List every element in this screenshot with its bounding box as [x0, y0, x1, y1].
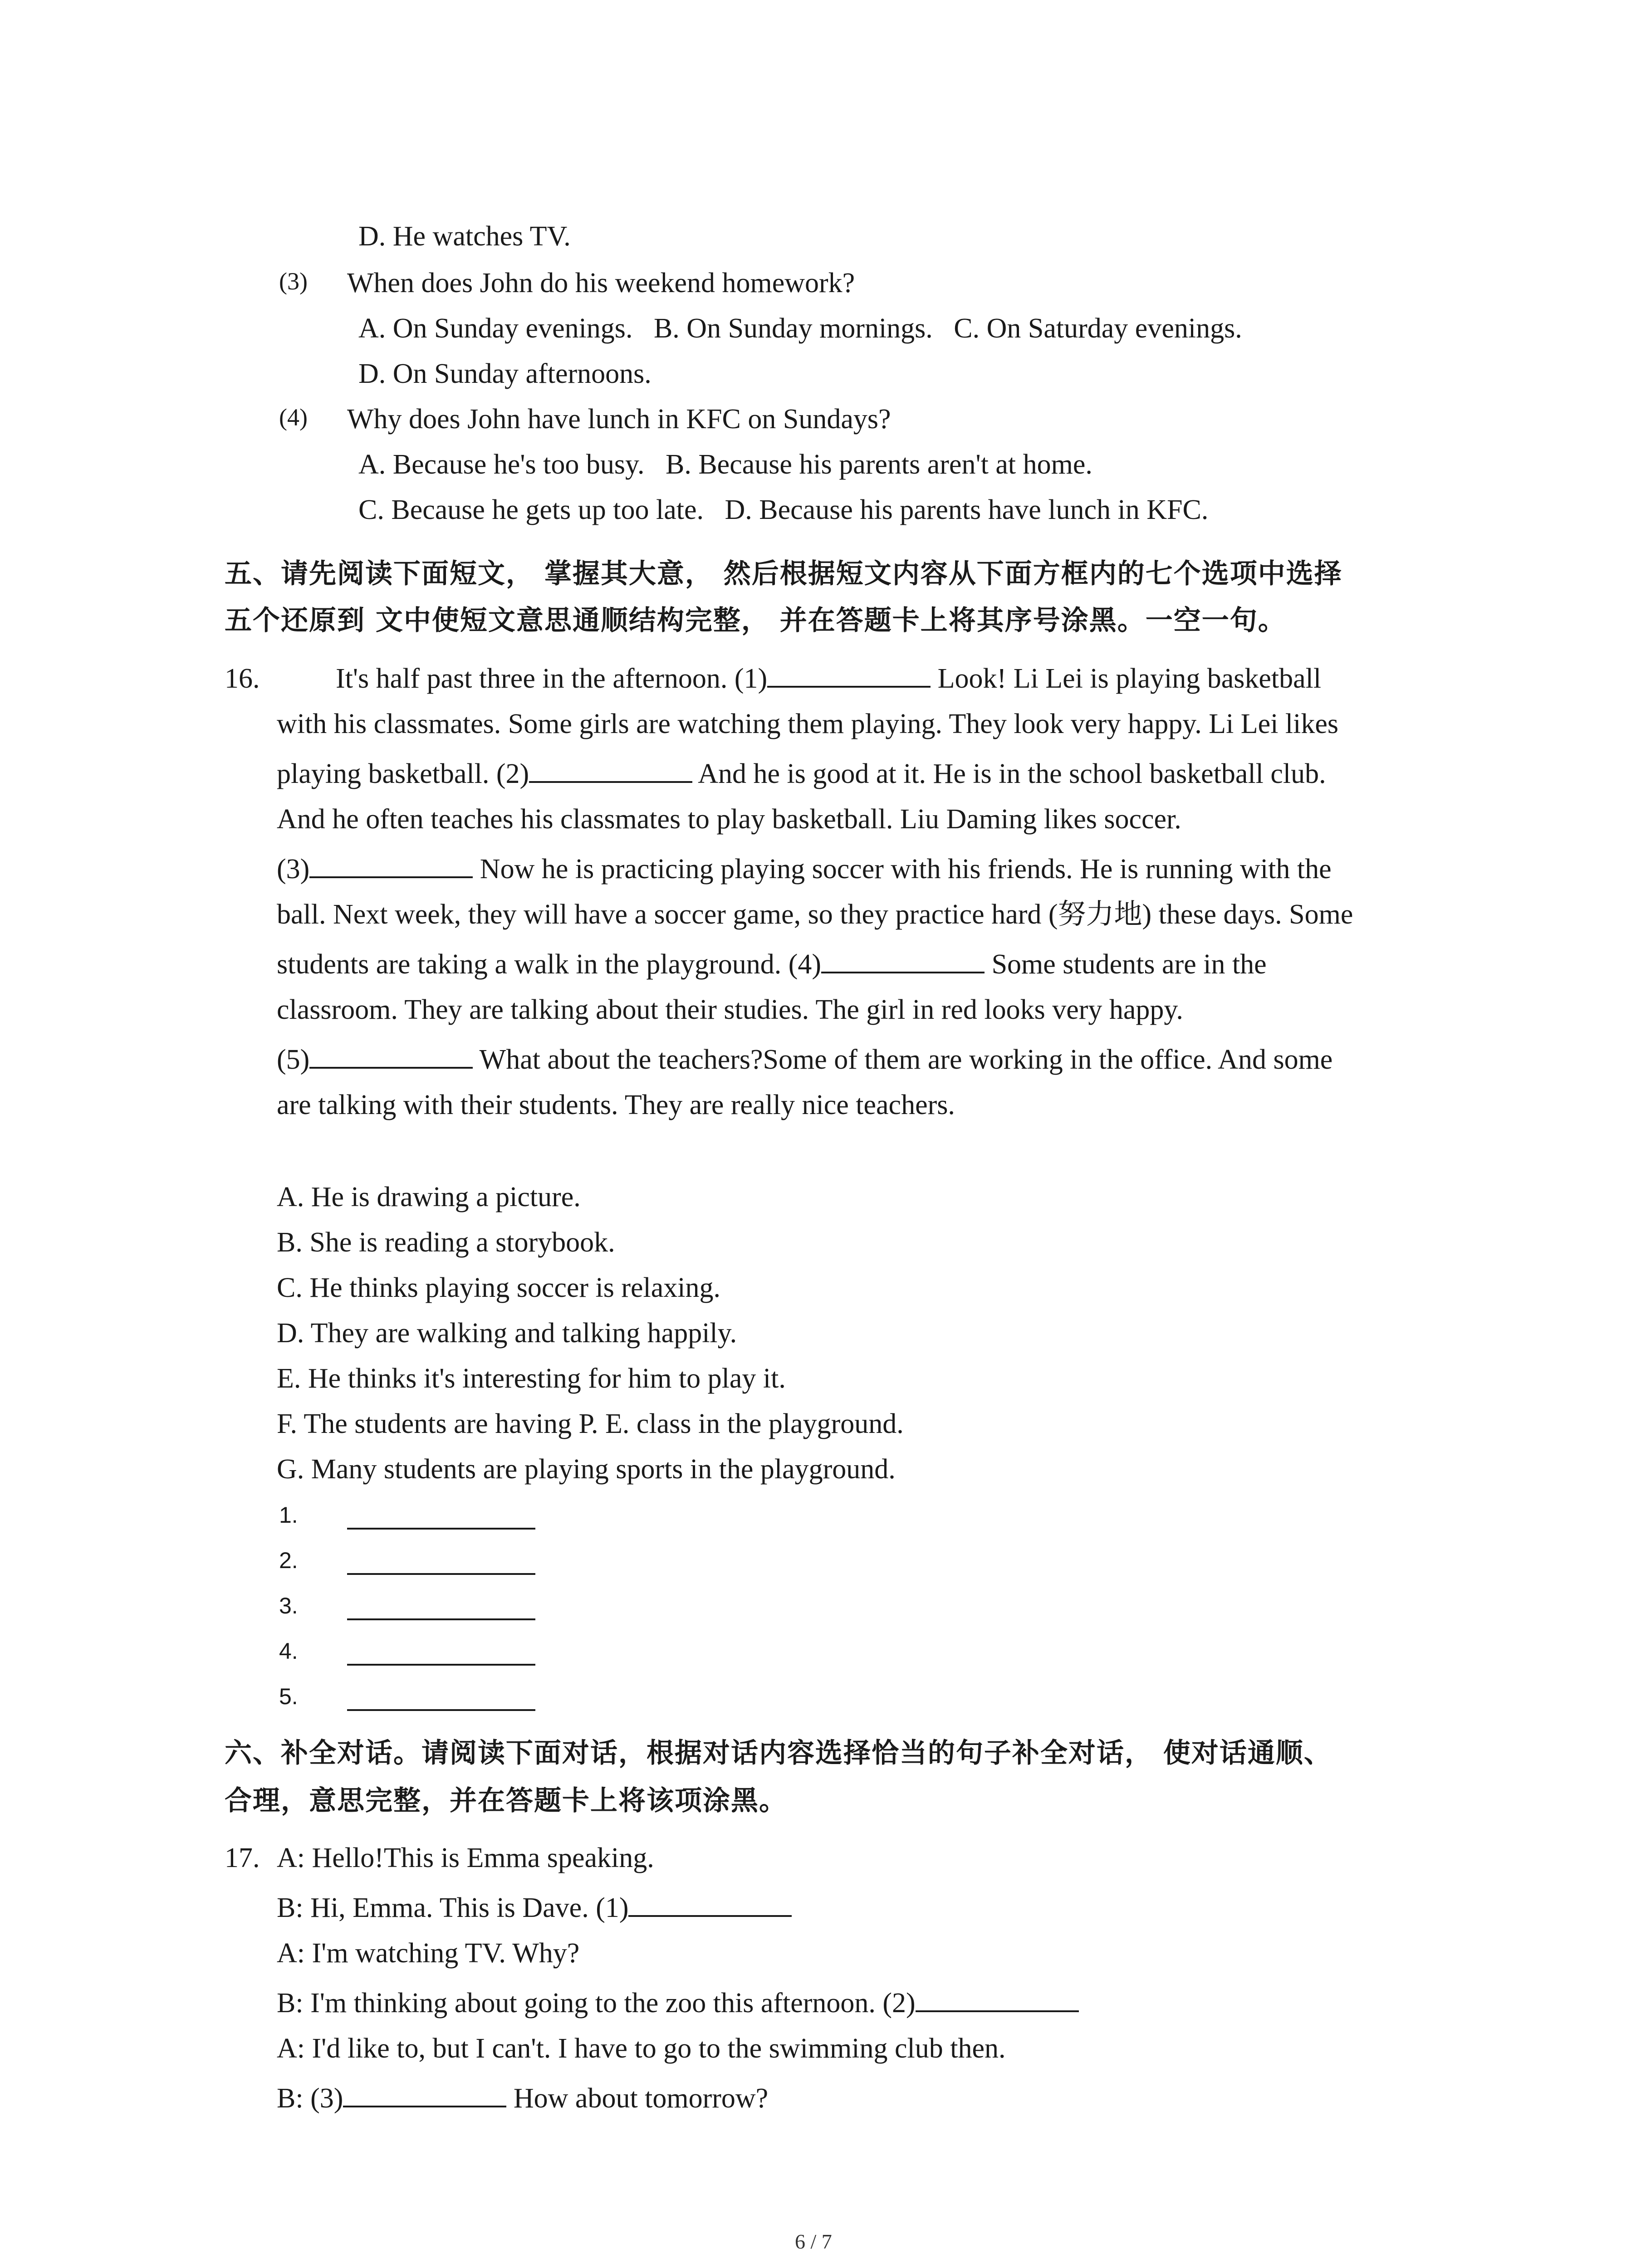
q15-3-stem: When does John do his weekend homework? — [347, 268, 855, 298]
passage-line-5: (3) Now he is practicing playing soccer with his friends. He is running with the — [277, 854, 1332, 885]
blank-2[interactable] — [529, 781, 692, 783]
dialogue-line-5: A: I'd like to, but I can't. I have to go to the swimming club then. — [277, 2033, 1006, 2064]
answer-line-3[interactable] — [347, 1618, 535, 1620]
section6-heading-line2: 合理，意思完整，并在答题卡上将该项涂黑。 — [225, 1785, 787, 1817]
option-a: A. He is drawing a picture. — [277, 1182, 581, 1212]
passage-line-7: students are taking a walk in the playground. (4) Some students are in the — [277, 949, 1267, 980]
dialogue-line-4: B: I'm thinking about going to the zoo this afternoon. (2) — [277, 1989, 1079, 2017]
q16-number: 16. — [225, 663, 260, 694]
dialogue-line-1: A: Hello!This is Emma speaking. — [277, 1843, 654, 1873]
answer-number-3: 3. — [279, 1593, 298, 1618]
blank-5[interactable] — [309, 1067, 473, 1069]
page-number: 6 / 7 — [795, 2230, 832, 2253]
q15-4-options-line2: C. Because he gets up too late. D. Because his parents have lunch in KFC. — [358, 494, 1209, 525]
q15-3-options-line1: A. On Sunday evenings. B. On Sunday mornings. C. On Saturday evenings. — [358, 313, 1242, 344]
dialogue-blank-2[interactable] — [916, 2010, 1079, 2012]
answer-number-4: 4. — [279, 1638, 298, 1664]
section5-heading-line2: 五个还原到 文中使短文意思通顺结构完整， 并在答题卡上将其序号涂黑。一空一句。 — [225, 605, 1286, 636]
option-e: E. He thinks it's interesting for him to play it. — [277, 1363, 786, 1394]
answer-line-1[interactable] — [347, 1528, 535, 1530]
q15-3-marker: (3) — [279, 268, 308, 295]
dialogue-blank-3[interactable] — [343, 2106, 506, 2107]
passage-line-9: (5) What about the teachers?Some of them are working in the office. And some — [277, 1044, 1333, 1075]
option-d: D. They are walking and talking happily. — [277, 1318, 737, 1349]
blank-3[interactable] — [309, 876, 473, 878]
dialogue-line-2: B: Hi, Emma. This is Dave. (1) — [277, 1894, 792, 1922]
dialogue-line-3: A: I'm watching TV. Why? — [277, 1938, 580, 1969]
passage-line-8: classroom. They are talking about their studies. The girl in red looks very happy. — [277, 994, 1183, 1025]
q15-4-options-line1: A. Because he's too busy. B. Because his parents aren't at home. — [358, 449, 1092, 480]
option-f: F. The students are having P. E. class in the playground. — [277, 1408, 904, 1439]
option-b: B. She is reading a storybook. — [277, 1227, 615, 1258]
answer-line-5[interactable] — [347, 1709, 535, 1711]
answer-number-5: 5. — [279, 1684, 298, 1709]
q15-2-option-d: D. He watches TV. — [358, 221, 571, 252]
answer-number-1: 1. — [279, 1502, 298, 1528]
passage-line-4: And he often teaches his classmates to play basketball. Liu Daming likes soccer. — [277, 804, 1181, 835]
passage-line-10: are talking with their students. They are really nice teachers. — [277, 1090, 955, 1120]
option-g: G. Many students are playing sports in the playground. — [277, 1454, 896, 1485]
blank-4[interactable] — [821, 972, 985, 973]
q15-4-stem: Why does John have lunch in KFC on Sundays? — [347, 404, 891, 435]
dialogue-blank-1[interactable] — [628, 1915, 792, 1917]
answer-line-2[interactable] — [347, 1573, 535, 1575]
passage-line-1: It's half past three in the afternoon. (1) Look! Li Lei is playing basketball — [336, 663, 1322, 694]
passage-line-2: with his classmates. Some girls are watching them playing. They look very happy. Li Lei likes — [277, 709, 1339, 739]
passage-line-6: ball. Next week, they will have a soccer game, so they practice hard (努力地) these days. Some — [277, 899, 1353, 930]
q15-4-marker: (4) — [279, 404, 308, 431]
section6-heading-line1: 六、补全对话。请阅读下面对话，根据对话内容选择恰当的句子补全对话， 使对话通顺、 — [225, 1737, 1332, 1769]
answer-number-2: 2. — [279, 1548, 298, 1573]
section5-heading-line1: 五、请先阅读下面短文， 掌握其大意， 然后根据短文内容从下面方框内的七个选项中选择 — [225, 558, 1342, 590]
dialogue-line-6: B: (3) How about tomorrow? — [277, 2083, 769, 2114]
q15-3-options-line2: D. On Sunday afternoons. — [358, 358, 652, 389]
answer-line-4[interactable] — [347, 1664, 535, 1666]
option-c: C. He thinks playing soccer is relaxing. — [277, 1272, 721, 1303]
passage-line-3: playing basketball. (2) And he is good at it. He is in the school basketball club. — [277, 758, 1326, 789]
q17-number: 17. — [225, 1843, 260, 1873]
blank-1[interactable] — [767, 686, 931, 688]
